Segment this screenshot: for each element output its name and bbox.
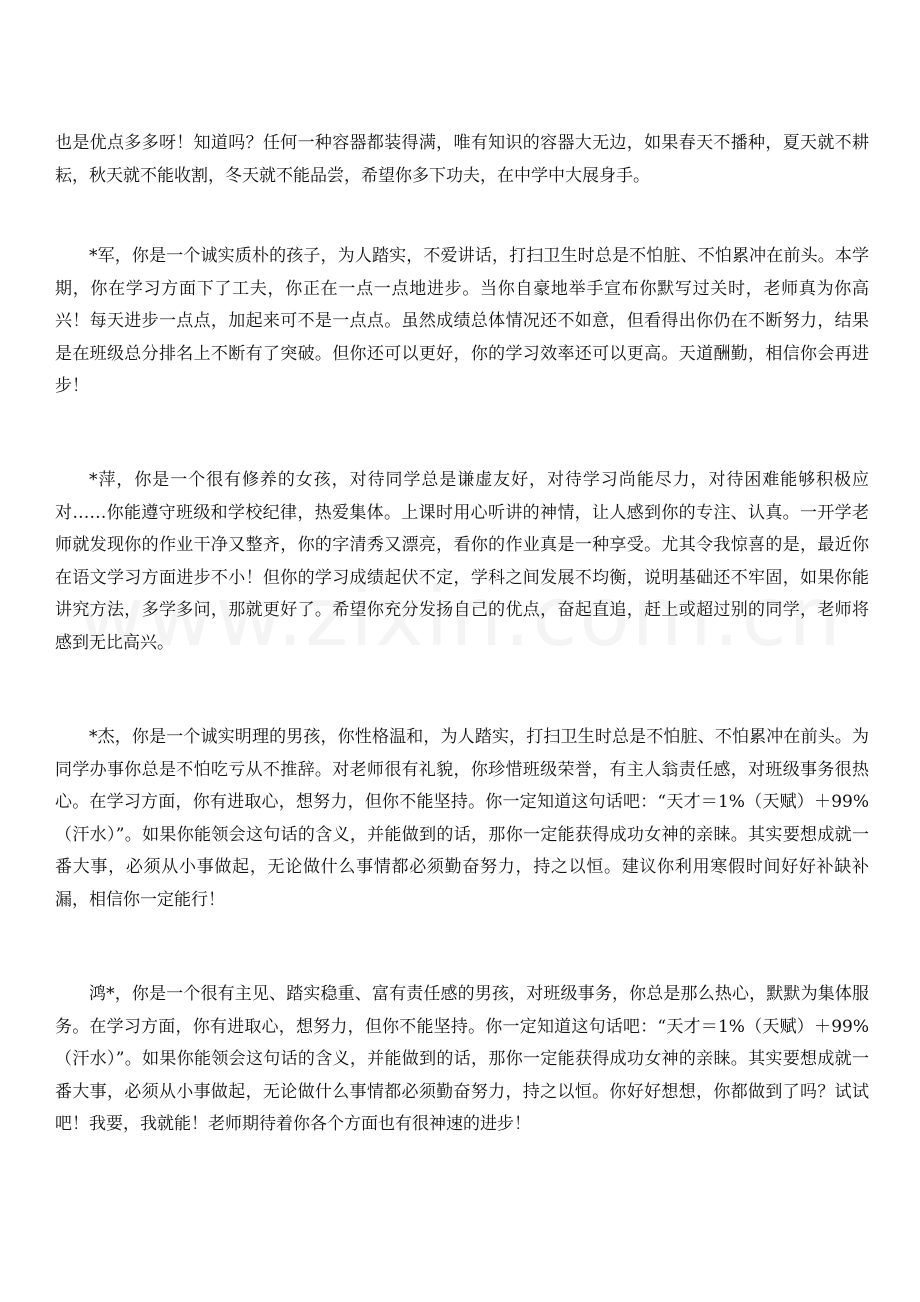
comment-paragraph-ping: *萍，你是一个很有修养的女孩，对待同学总是谦虚友好，对待学习尚能尽力，对待困难能够积极应对……你能遵守班级和学校纪律，热爱集体。上课时用心听讲的神情，让人感到你的专注、认真。一开学老师就发现你的作业干净又整齐，你的字清秀又漂亮，看你的作业真是一种享受。尤其令我惊喜的是，最近你在语文学习方面进步不小！但你的学习成绩起伏不定，学科之间发展不均衡，说明基础还不牢固，如果你能讲究方法，多学多问，那就更好了。希望你充分发扬自己的优点，奋起直追，赶上或超过别的同学，老师将感到无比高兴。 [55, 470, 869, 653]
comment-paragraph-jie: *杰，你是一个诚实明理的男孩，你性格温和，为人踏实，打扫卫生时总是不怕脏、不怕累冲在前头。为同学办事你总是不怕吃亏从不推辞。对老师很有礼貌，你珍惜班级荣誉，有主人翁责任感，对班级事务很热心。在学习方面，你有进取心，想努力，但你不能坚持。你一定知道这句话吧：“天才＝1%（天赋）＋99%（汗水）”。如果你能领会这句话的含义，并能做到的话，那你一定能获得成功女神的亲睐。其实要想成就一番大事，必须从小事做起，无论做什么事情都必须勤奋努力，持之以恒。建议你利用寒假时间好好补缺补漏，相信你一定能行！ [55, 727, 869, 910]
comment-paragraph-jun: *军，你是一个诚实质朴的孩子，为人踏实，不爱讲话，打扫卫生时总是不怕脏、不怕累冲在前头。本学期，你在学习方面下了工夫，你正在一点一点地进步。当你自豪地举手宣布你默写过关时，老师真为你高兴！每天进步一点点，加起来可不是一点点。虽然成绩总体情况还不如意，但看得出你仍在不断努力，结果是在班级总分排名上不断有了突破。但你还可以更好，你的学习效率还可以更高。天道酬勤，相信你会再进步！ [55, 246, 869, 396]
paragraph-continuation: 也是优点多多呀！知道吗？任何一种容器都装得满，唯有知识的容器大无边，如果春天不播种，夏天就不耕耘，秋天就不能收割，冬天就不能品尝，希望你多下功夫，在中学中大展身手。 [55, 133, 869, 186]
comment-paragraph-hong: 鸿*，你是一个很有主见、踏实稳重、富有责任感的男孩，对班级事务，你总是那么热心，默默为集体服务。在学习方面，你有进取心，想努力，但你不能坚持。你一定知道这句话吧：“天才＝1%（天赋）＋99%（汗水）”。如果你能领会这句话的含义，并能做到的话，那你一定能获得成功女神的亲睐。其实要想成就一番大事，必须从小事做起，无论做什么事情都必须勤奋努力，持之以恒。你好好想想，你都做到了吗？试试吧！我要，我就能！老师期待着你各个方面也有很神速的进步！ [55, 984, 869, 1134]
